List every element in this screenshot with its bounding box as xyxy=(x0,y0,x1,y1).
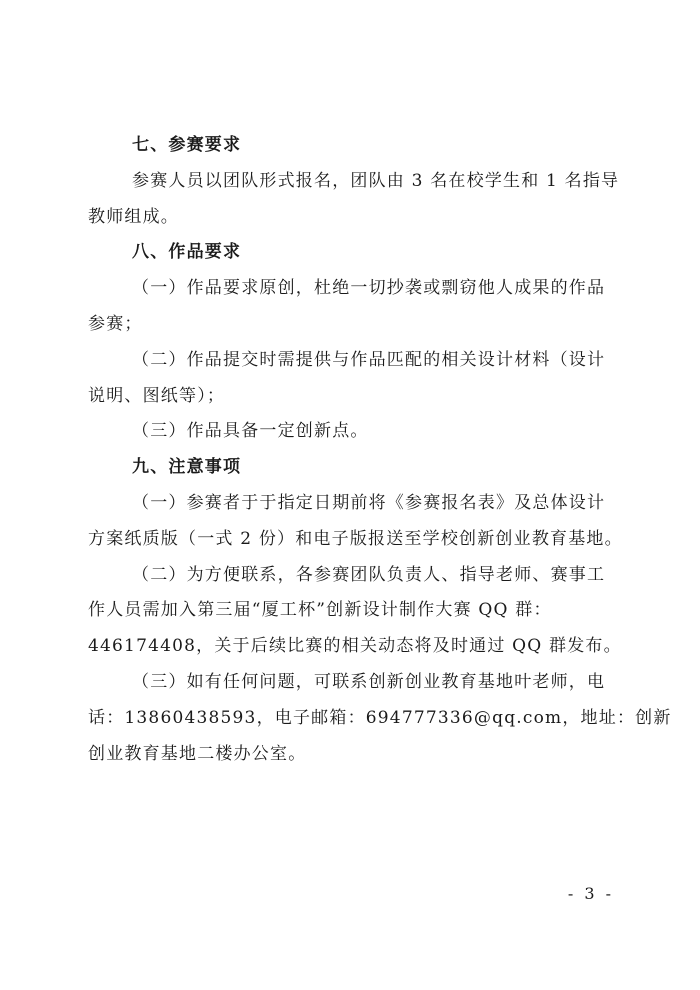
paragraph-first-line: （一）参赛者于于指定日期前将《参赛报名表》及总体设计 xyxy=(132,492,606,513)
section-heading: 七、参赛要求 xyxy=(132,135,242,155)
paragraph-line: 教师组成。 xyxy=(88,206,179,227)
paragraph-line: 说明、图纸等）； xyxy=(88,385,226,406)
paragraph-first-line: （二）作品提交时需提供与作品匹配的相关设计材料（设计 xyxy=(132,349,606,370)
paragraph-line: 446174408，关于后续比赛的相关动态将及时通过 QQ 群发布。 xyxy=(88,636,622,657)
paragraph-first-line: 参赛人员以团队形式报名，团队由 3 名在校学生和 1 名指导 xyxy=(132,170,620,191)
section-heading: 九、注意事项 xyxy=(132,457,242,478)
paragraph-line: 创业教育基地二楼办公室。 xyxy=(88,743,307,764)
paragraph-first-line: （三）如有任何问题，可联系创新创业教育基地叶老师，电 xyxy=(132,671,606,692)
paragraph-line: 作人员需加入第三届“厦工杯”创新设计制作大赛 QQ 群： xyxy=(88,600,552,621)
paragraph-line: 参赛； xyxy=(88,313,143,334)
document-body xyxy=(88,128,672,772)
paragraph-first-line: （一）作品要求原创，杜绝一切抄袭或剽窃他人成果的作品 xyxy=(132,278,606,299)
paragraph-line: 方案纸质版（一式 2 份）和电子版报送至学校创新创业教育基地。 xyxy=(88,528,623,549)
page-number: - 3 - xyxy=(567,884,614,903)
paragraph-line: 话：13860438593，电子邮箱：694777336@qq.com，地址：创新 xyxy=(88,707,672,728)
paragraph-first-line: （三）作品具备一定创新点。 xyxy=(132,421,369,442)
section-heading: 八、作品要求 xyxy=(132,242,242,263)
paragraph-first-line: （二）为方便联系，各参赛团队负责人、指导老师、赛事工 xyxy=(132,564,606,585)
